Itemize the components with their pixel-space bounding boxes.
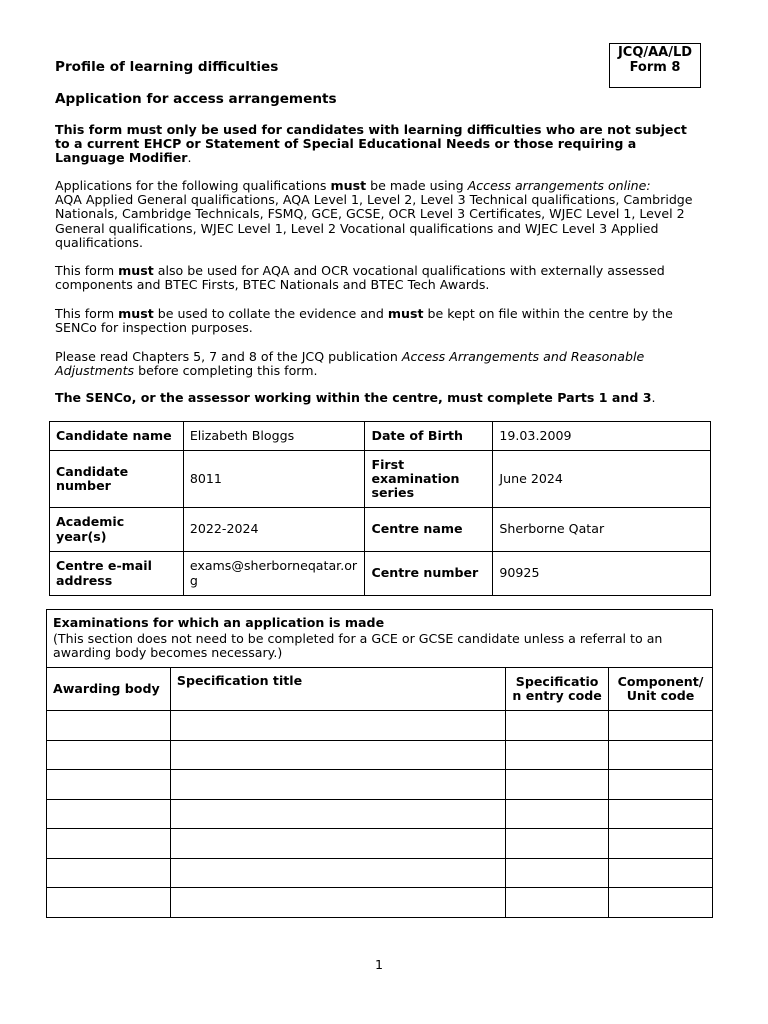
p1-must: must [330,178,367,193]
awarding-body-cell[interactable] [47,711,171,741]
p1-lead: Applications for the following qualifications [55,178,331,193]
awarding-body-cell[interactable] [47,740,171,770]
candidate-name-value[interactable]: Elizabeth Bloggs [183,422,365,451]
centre-name-label: Centre name [365,508,493,552]
form-id-code: JCQ/AA/LD [617,45,693,60]
exam-series-value[interactable]: June 2024 [493,451,711,508]
spec-code-cell[interactable] [506,858,609,888]
spec-title-cell[interactable] [170,799,505,829]
awarding-body-cell[interactable] [47,858,171,888]
academic-year-value[interactable]: 2022-2024 [183,508,365,552]
page-title: Profile of learning difficulties [55,59,279,75]
candidate-number-value[interactable]: 8011 [183,451,365,508]
component-code-cell[interactable] [608,740,712,770]
spec-code-cell[interactable] [506,888,609,918]
paragraph-vocational [55,264,705,292]
paragraph-online-qualifications [55,179,705,250]
component-code-cell[interactable] [608,711,712,741]
spec-title-cell[interactable] [170,740,505,770]
component-code-cell[interactable] [608,829,712,859]
candidate-details-table [49,421,711,596]
exam-row [47,711,713,741]
exam-row [47,858,713,888]
candidate-number-label: Candidate number [50,451,184,508]
exam-row [47,888,713,918]
p3-mid: be used to collate the evidence and [153,306,388,321]
p4-lead: Please read Chapters 5, 7 and 8 of the JCQ publication [55,349,402,364]
centre-number-label: Centre number [365,552,493,596]
awarding-body-cell[interactable] [47,799,171,829]
dob-value[interactable]: 19.03.2009 [493,422,711,451]
awarding-body-cell[interactable] [47,770,171,800]
col-awarding-body: Awarding body [47,668,171,711]
p4-italic: Access Arrangements and Reasonable Adjustments [55,349,645,379]
p3-rest: be kept on file within the centre by the SENCo for inspection purposes. [55,306,673,336]
component-code-cell[interactable] [608,888,712,918]
page-number: 1 [374,957,383,972]
col-specification-title: Specification title [170,668,505,711]
p1-rest: AQA Applied General qualifications, AQA Level 1, Level 2, Level 3 Technical qualifications, Cambridge Nationals, Cambridge Technicals, FSMQ, GCE, GCSE, OCR Level 3 Certificates, WJEC Level 1, Level 2 General qualifications, WJEC Level 1, Level 2 Vocational qualifications and WJEC Level 3 Applied qualifications. [55,192,693,250]
component-code-cell[interactable] [608,770,712,800]
awarding-body-cell[interactable] [47,888,171,918]
academic-year-label: Academic year(s) [50,508,184,552]
form-id-box [609,43,701,88]
intro-warning: This form must only be used for candidates with learning difficulties who are not subject to a current EHCP or Statement of Special Educational Needs or those requiring a Language Modifier. [55,122,687,166]
p1-mid: be made using [366,178,468,193]
dob-label: Date of Birth [365,422,493,451]
component-code-cell[interactable] [608,858,712,888]
p4-rest: before completing this form. [134,363,318,379]
exam-row [47,740,713,770]
centre-email-value[interactable]: exams@sherborneqatar.org [183,552,365,596]
p1-italic: Access arrangements online: [467,178,651,193]
p3-must-1: must [118,306,154,321]
centre-name-value[interactable]: Sherborne Qatar [493,508,711,552]
spec-code-cell[interactable] [506,770,609,800]
exam-series-label: First examination series [365,451,493,508]
paragraph-evidence [55,307,705,335]
awarding-body-cell[interactable] [47,829,171,859]
senco-note: The SENCo, or the assessor working within the centre, must complete Parts 1 and 3. [55,390,656,405]
exam-row [47,799,713,829]
centre-number-value[interactable]: 90925 [493,552,711,596]
spec-title-cell[interactable] [170,858,505,888]
examinations-header-cell [47,610,713,668]
spec-title-cell[interactable] [170,711,505,741]
p2-rest: also be used for AQA and OCR vocational qualifications with externally assessed components and BTEC Firsts, BTEC Nationals and BTEC Tech Awards. [55,263,665,293]
exam-row [47,829,713,859]
examinations-note: (This section does not need to be completed for a GCE or GCSE candidate unless a referral to an awarding body becomes necessary.) [53,631,663,660]
spec-title-cell[interactable] [170,770,505,800]
spec-code-cell[interactable] [506,829,609,859]
spec-code-cell[interactable] [506,740,609,770]
p2-lead: This form [55,263,119,278]
p3-lead: This form [55,306,119,321]
paragraph-read-chapters [55,350,705,378]
candidate-name-label: Candidate name [50,422,184,451]
page-subtitle: Application for access arrangements [55,91,337,107]
form-id-number: Form 8 [629,60,681,75]
spec-title-cell[interactable] [170,829,505,859]
spec-code-cell[interactable] [506,711,609,741]
component-code-cell[interactable] [608,799,712,829]
senco-note-text: The SENCo, or the assessor working within the centre, must complete Parts 1 and 3 [55,390,652,405]
exam-row [47,770,713,800]
col-component-code: Component/ Unit code [608,668,712,711]
p3-must-2: must [387,306,424,321]
p2-must: must [118,263,154,278]
spec-title-cell[interactable] [170,888,505,918]
centre-email-label: Centre e-mail address [50,552,184,596]
examinations-table [46,609,713,918]
spec-code-cell[interactable] [506,799,609,829]
col-specification-code: Specificatio n entry code [506,668,609,711]
examinations-heading: Examinations for which an application is made [53,615,385,630]
intro-warning-text: This form must only be used for candidates with learning difficulties who are not subject to a current EHCP or Statement of Special Educational Needs or those requiring a Language Modifier [55,122,687,166]
